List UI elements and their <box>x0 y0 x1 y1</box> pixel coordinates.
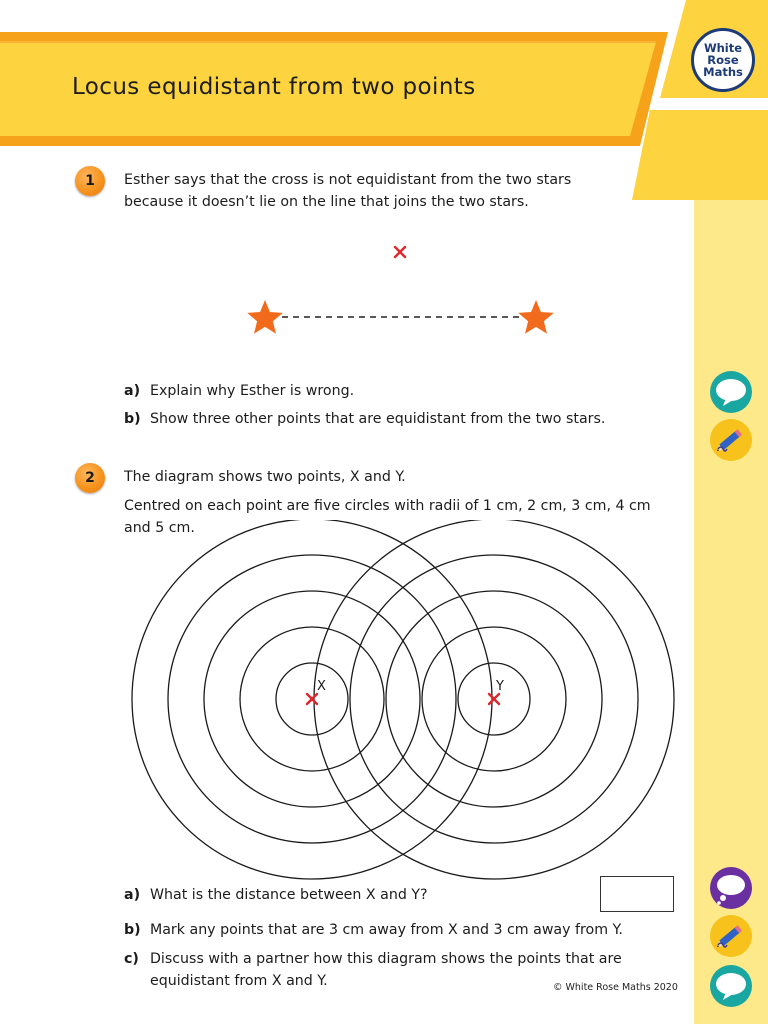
q1-part-b <box>124 408 605 430</box>
q1-intro <box>124 169 571 213</box>
q1-part-a-label: a) <box>124 383 141 399</box>
copyright-footer: © White Rose Maths 2020 <box>553 982 678 993</box>
q2-part-a <box>124 884 428 906</box>
q1-part-b-label: b) <box>124 411 141 427</box>
q1-part-b-text: Show three other points that are equidistant from the two stars. <box>150 411 606 427</box>
q2-intro-2-line-2: and 5 cm. <box>124 520 195 536</box>
q2-part-a-label: a) <box>124 887 141 903</box>
star-right-icon <box>518 300 554 334</box>
q2-intro-2-line-1: Centred on each point are five circles with radii of 1 cm, 2 cm, 3 cm, 4 cm <box>124 498 651 514</box>
corner-shape-mid <box>632 110 768 200</box>
label-x: X <box>317 679 326 694</box>
q2-part-c-text-line-1: Discuss with a partner how this diagram shows the points that are <box>150 951 622 967</box>
stars-diagram <box>230 236 570 346</box>
q2-part-a-text: What is the distance between X and Y? <box>150 887 428 903</box>
q2-part-c-label: c) <box>124 951 139 967</box>
circles-diagram <box>120 520 690 880</box>
thought-bubble-icon <box>709 866 753 910</box>
q2-part-c-text-line-2: equidistant from X and Y. <box>150 973 328 989</box>
cross-mark <box>395 247 405 257</box>
q1-intro-line-1: Esther says that the cross is not equidistant from the two stars <box>124 172 572 188</box>
speech-bubble-icon <box>709 370 753 414</box>
q1-intro-line-2: because it doesn’t lie on the line that joins the two stars. <box>124 194 529 210</box>
logo-line-2: Rose <box>707 52 739 67</box>
question-2-badge: 2 <box>75 463 105 493</box>
q2-part-c <box>124 948 622 992</box>
q2-part-b-text: Mark any points that are 3 cm away from X and 3 cm away from Y. <box>150 922 623 938</box>
cross-y <box>489 694 499 704</box>
cross-x <box>307 694 317 704</box>
q2-part-b <box>124 919 623 941</box>
white-rose-maths-logo <box>691 28 755 92</box>
speech-bubble-icon-2 <box>709 964 753 1008</box>
pencil-icon-2 <box>709 914 753 958</box>
answer-box[interactable] <box>600 876 674 912</box>
q1-part-a <box>124 380 354 402</box>
logo-line-1: White <box>703 40 743 55</box>
pencil-icon <box>709 418 753 462</box>
q2-part-b-label: b) <box>124 922 141 938</box>
label-y: Y <box>496 679 504 694</box>
page-title: Locus equidistant from two points <box>72 74 476 100</box>
q2-intro: The diagram shows two points, X and Y. <box>124 469 406 485</box>
q1-part-a-text: Explain why Esther is wrong. <box>150 383 355 399</box>
star-left-icon <box>247 300 283 334</box>
logo-line-3: Maths <box>703 64 743 79</box>
question-1-badge: 1 <box>75 166 105 196</box>
